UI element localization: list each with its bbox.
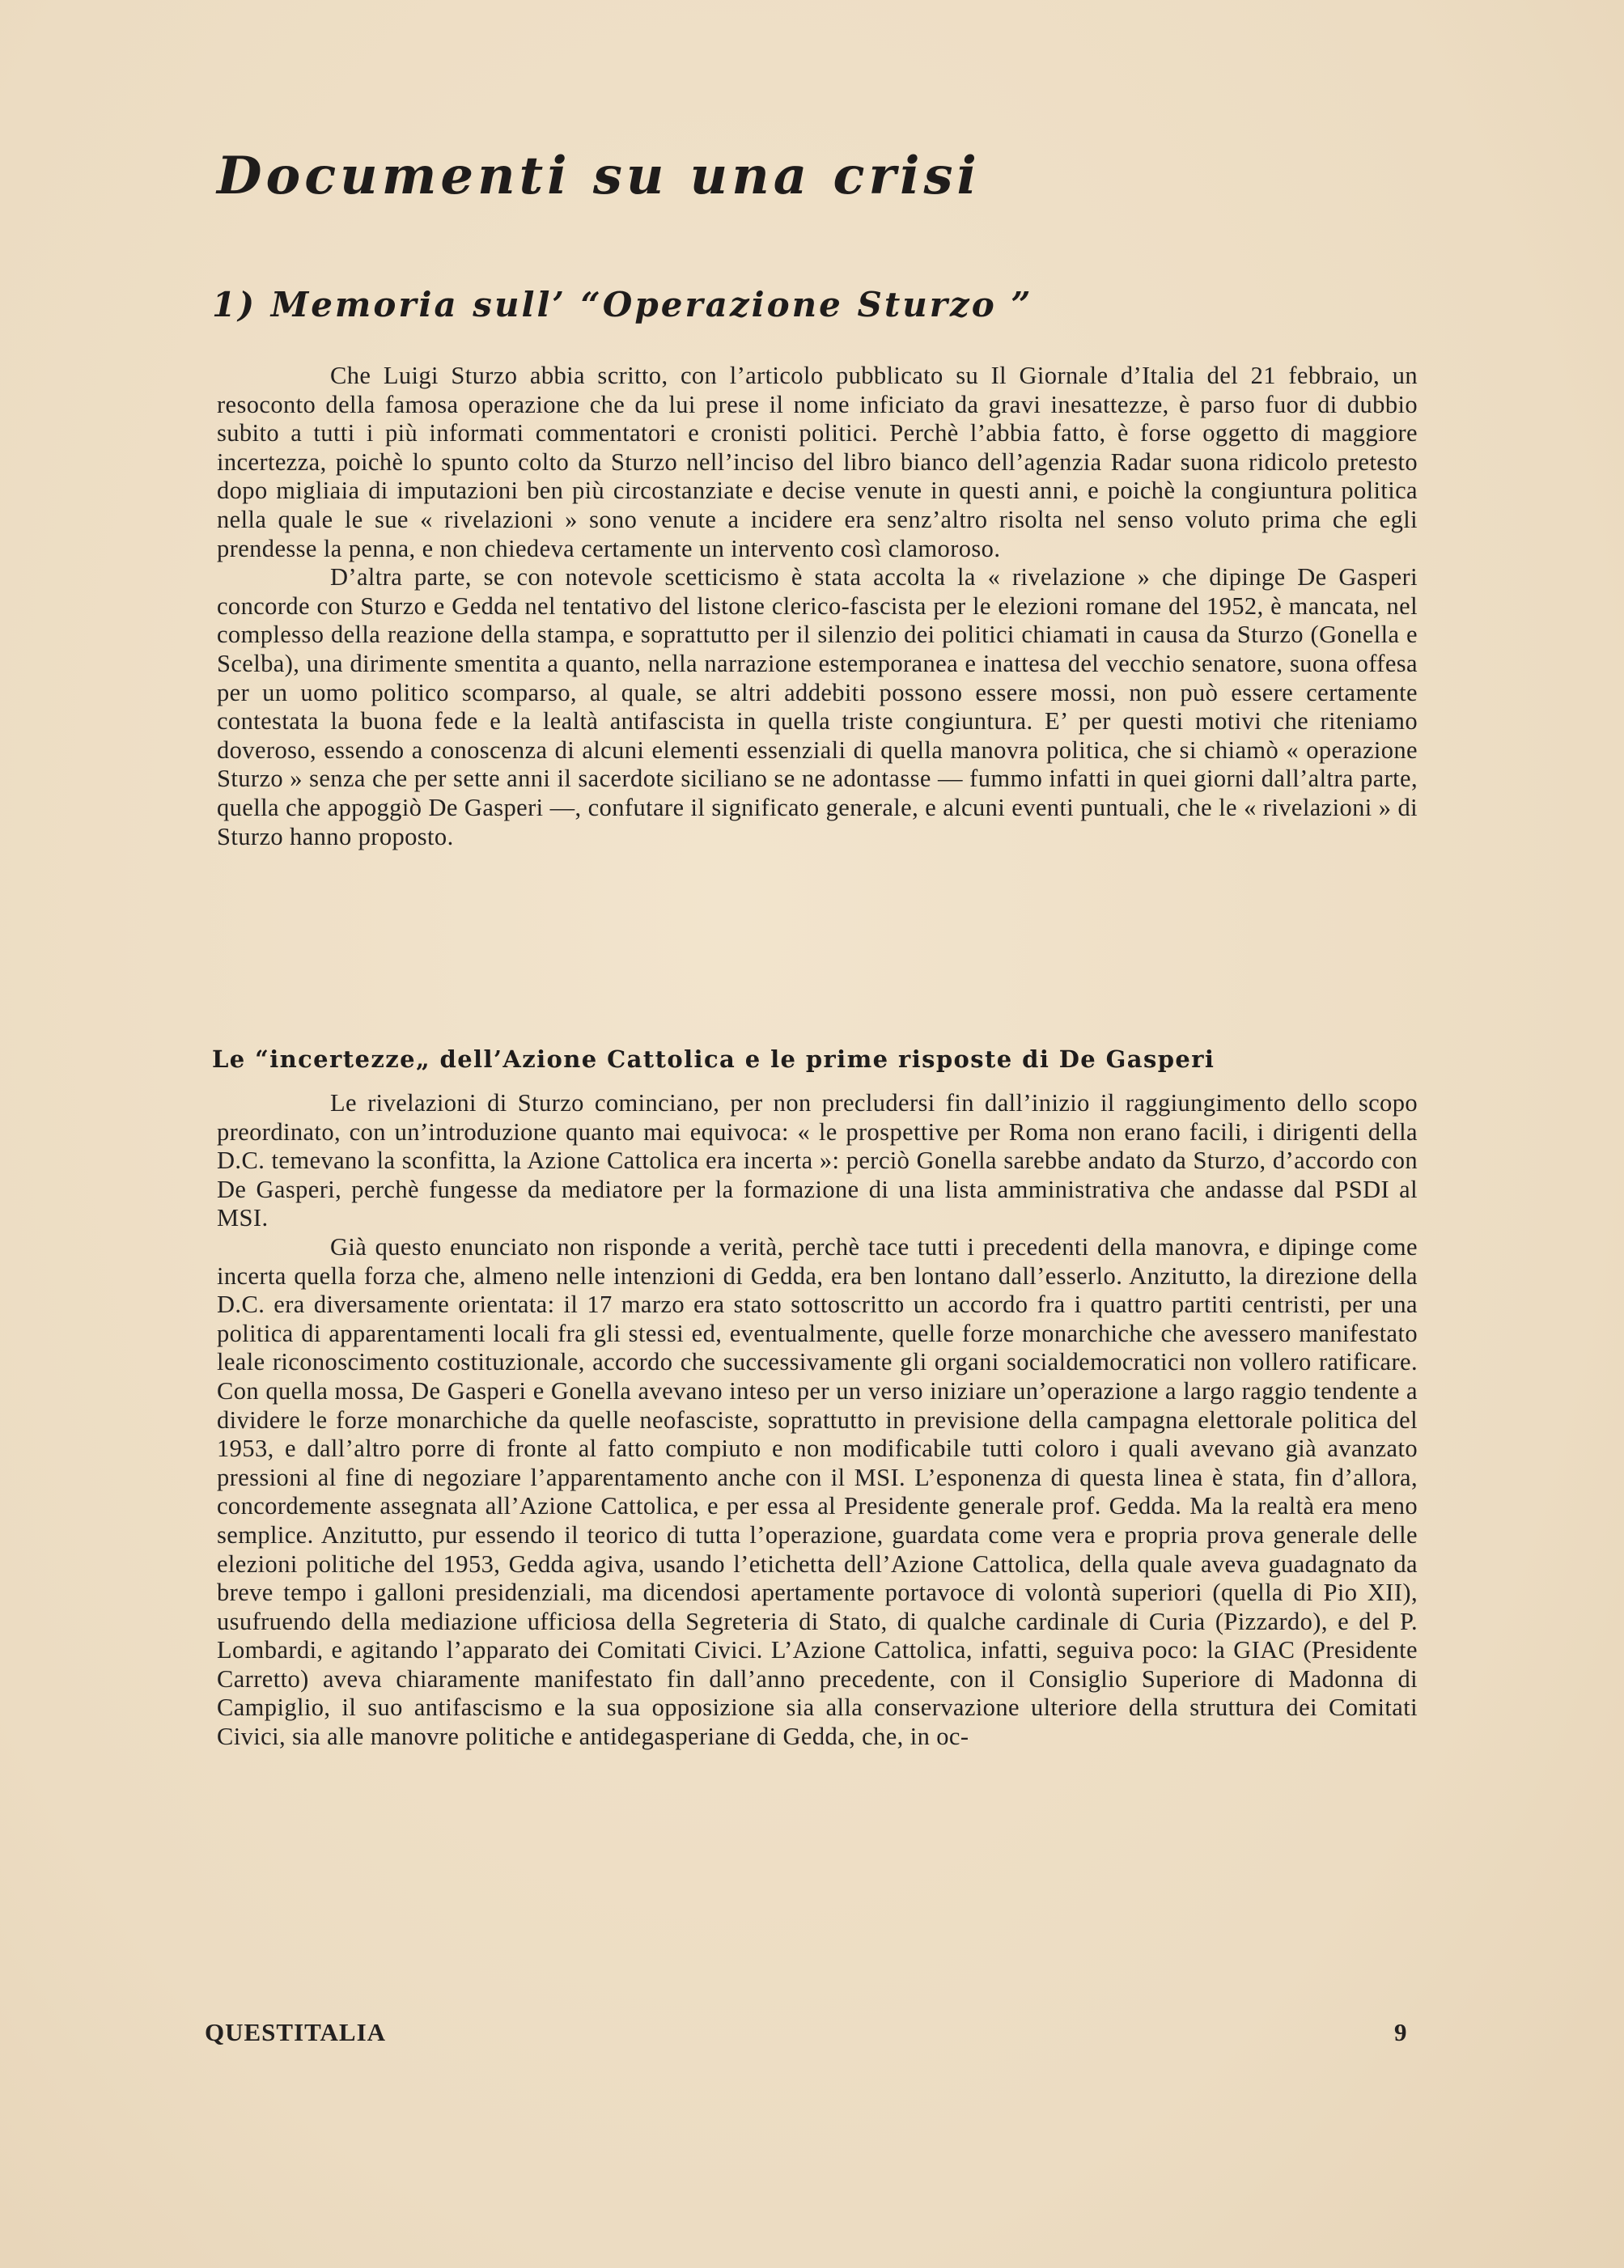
page-title: Documenti su una crisi (217, 146, 981, 206)
footer-publication: QUESTITALIA (205, 2018, 387, 2046)
paragraph: D’altra parte, se con notevole scetticismo è stata accolta la « rivelazione » che dipinge De Gasperi concorde con Sturzo e Gedda nel tentativo del listone clerico-fascista per le elezioni romane del 1952, è mancata, nel complesso della reazione della stampa, e soprattutto per il silenzio dei politici chiamati in causa da Sturzo (Gonella e Scelba), una dirimente smentita a quanto, nella narrazione estemporanea e inattesa del vecchio senatore, suona offesa per un uomo politico scomparso, al quale, se altri addebiti possono essere mossi, non può essere certamente contestata la buona fede e la lealtà antifascista in quella triste congiuntura. E’ per questi motivi che riteniamo doveroso, essendo a conoscenza di alcuni elementi essenziali di quella manovra politica, che si chiamò « operazione Sturzo » senza che per sette anni il sacerdote siciliano se ne adontasse — fummo infatti in quei giorni dall’altra parte, quella che appoggiò De Gasperi —, confutare il significato generale, e alcuni eventi puntuali, che le « rivelazioni » di Sturzo hanno proposto. (217, 563, 1418, 850)
paragraph: Che Luigi Sturzo abbia scritto, con l’articolo pubblicato su Il Giornale d’Italia del 21 febbraio, un resoconto della famosa operazione che da lui prese il nome inficiato da gravi inesattezze, è parso fuor di dubbio subito a tutti i più informati commentatori e cronisti politici. Perchè l’abbia fatto, è forse oggetto di maggiore incertezza, poichè lo spunto colto da Sturzo nell’inciso del libro bianco dell’agenzia Radar suona ridicolo pretesto dopo migliaia di imputazioni ben più circostanziate e decise venute in questi anni, e poichè la congiuntura politica nella quale le sue « rivelazioni » sono venute a incidere era senz’altro risolta nel senso voluto prima che egli prendesse la penna, e non chiedeva certamente un intervento così clamoroso. (217, 362, 1418, 562)
section-2-body (217, 1089, 1418, 1752)
paragraph: Già questo enunciato non risponde a verità, perchè tace tutti i precedenti della manovra, e dipinge come incerta quella forza che, almeno nelle intenzioni di Gedda, era ben lontano dall’esserlo. Anzitutto, la direzione della D.C. era diversamente orientata: il 17 marzo era stato sottoscritto un accordo fra i quattro partiti centristi, per una politica di apparentamenti locali fra gli stessi ed, eventualmente, quelle forze monarchiche che avessero manifestato leale riconoscimento costituzionale, accordo che successivamente gli organi socialdemocratici non vollero ratificare. Con quella mossa, De Gasperi e Gonella avevano inteso per un verso iniziare un’operazione a largo raggio tendente a dividere le forze monarchiche da quelle neofasciste, soprattutto in previsione della campagna elettorale politica del 1953, e dall’altro porre di fronte al fatto compiuto e non modificabile tutti coloro i quali avevano già avanzato pressioni al fine di negoziare l’apparentamento anche con il MSI. L’esponenza di questa linea è stata, fin d’allora, concordemente assegnata all’Azione Cattolica, e per essa al Presidente generale prof. Gedda. Ma la realtà era meno semplice. Anzitutto, pur essendo il teorico di tutta l’operazione, guardata come vera e propria prova generale delle elezioni politiche del 1953, Gedda agiva, usando l’etichetta dell’Azione Cattolica, della quale aveva guadagnato da breve tempo i galloni presidenziali, ma dicendosi apertamente portavoce di volontà superiori (quella di Pio XII), usufruendo della mediazione ufficiosa della Segreteria di Stato, di qualche cardinale di Curia (Pizzardo), e del P. Lombardi, e agitando l’apparato dei Comitati Civici. L’Azione Cattolica, infatti, seguiva poco: la GIAC (Presidente Carretto) aveva chiaramente manifestato fin dall’anno precedente, con il Consiglio Superiore di Madonna di Campiglio, il suo antifascismo e la sua opposizione sia alla conservazione ulteriore della struttura dei Comitati Civici, sia alle manovre politiche e antidegasperiane di Gedda, che, in oc- (217, 1232, 1418, 1751)
paragraph: Le rivelazioni di Sturzo cominciano, per non precludersi fin dall’inizio il raggiungimento dello scopo preordinato, con un’introduzione quanto mai equivoca: « le prospettive per Roma non erano facili, i dirigenti della D.C. temevano la sconfitta, la Azione Cattolica era incerta »: perciò Gonella sarebbe andato da Sturzo, d’accordo con De Gasperi, perchè fungesse da mediatore per la formazione di una lista amministrativa che andasse dal PSDI al MSI. (217, 1089, 1418, 1232)
footer-page-number: 9 (1394, 2018, 1407, 2046)
section-1-body (217, 362, 1418, 851)
sub-heading: Le “incertezze„ dell’Azione Cattolica e le prime risposte di De Gasperi (212, 1045, 1215, 1073)
section-title: 1) Memoria sull’ “Operazione Sturzo ” (212, 285, 1033, 324)
